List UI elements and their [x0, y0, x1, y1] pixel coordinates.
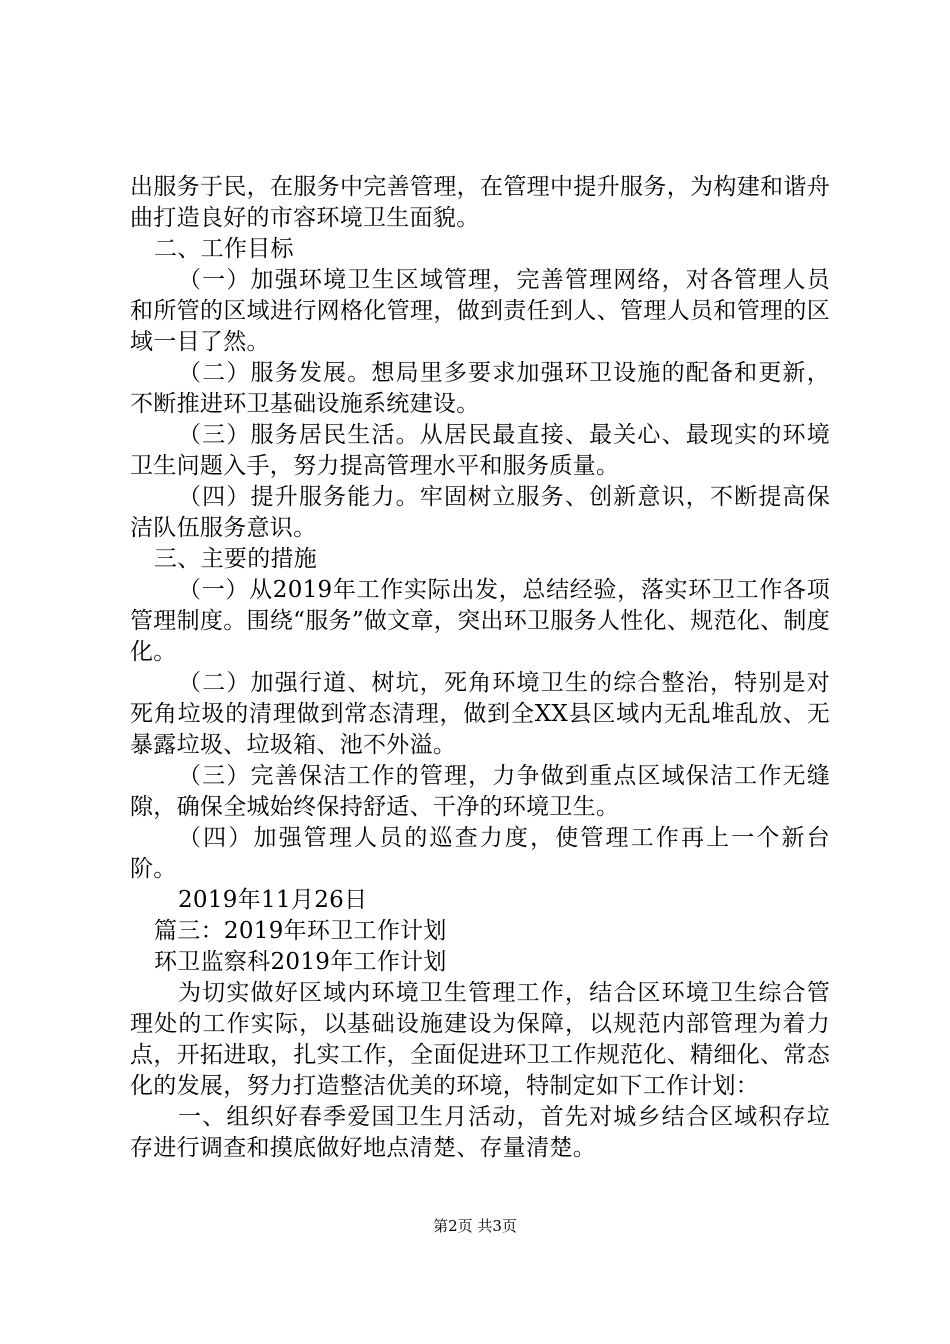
chapter-title: 篇三：2019年环卫工作计划: [154, 918, 447, 944]
document-body: [130, 172, 830, 1164]
plan-intro: 为切实做好区域内环境卫生管理工作，结合区环境卫生综合管理处的工作实际，以基础设施建设为保障，以规范内部管理为着力点，开拓进取，扎实工作，全面促进环卫工作规范化、精细化、常态化的发展，努力打造整洁优美的环境，特制定如下工作计划：: [130, 980, 830, 1099]
goal-item-4: （四）提升服务能力。牢固树立服务、创新意识，不断提高保洁队伍服务意识。: [130, 484, 830, 541]
goal-item-2: （二）服务发展。想局里多要求加强环卫设施的配备和更新，不断推进环卫基础设施系统建设。: [130, 360, 830, 417]
measure-item-4: （四）加强管理人员的巡查力度，使管理工作再上一个新台阶。: [130, 825, 830, 882]
goal-item-1: （一）加强环境卫生区域管理，完善管理网络，对各管理人员和所管的区域进行网格化管理，做到责任到人、管理人员和管理的区域一目了然。: [130, 267, 830, 355]
plan-item-1: 一、组织好春季爱国卫生月活动，首先对城乡结合区域积存垃存进行调查和摸底做好地点清楚、存量清楚。: [130, 1104, 830, 1161]
measure-item-2: （二）加强行道、树坑，死角环境卫生的综合整治，特别是对死角垃圾的清理做到常态清理，做到全XX县区域内无乱堆乱放、无暴露垃圾、垃圾箱、池不外溢。: [130, 670, 830, 758]
section-heading-measures: 三、主要的措施: [154, 546, 318, 572]
section-heading-goals: 二、工作目标: [154, 236, 294, 262]
document-date: 2019年11月26日: [178, 887, 368, 913]
measure-item-3: （三）完善保洁工作的管理，力争做到重点区域保洁工作无缝隙，确保全城始终保持舒适、干净的环境卫生。: [130, 763, 830, 820]
goal-item-3: （三）服务居民生活。从居民最直接、最关心、最现实的环境卫生问题入手，努力提高管理水平和服务质量。: [130, 422, 830, 479]
page-footer: 第2页 共3页: [433, 1217, 517, 1235]
paragraph-continuation: 出服务于民，在服务中完善管理，在管理中提升服务，为构建和谐舟曲打造良好的市容环境卫生面貌。: [130, 174, 830, 231]
plan-title: 环卫监察科2019年工作计划: [154, 949, 447, 975]
measure-item-1: （一）从2019年工作实际出发，总结经验，落实环卫工作各项管理制度。围绕“服务”做文章，突出环卫服务人性化、规范化、制度化。: [130, 577, 830, 665]
